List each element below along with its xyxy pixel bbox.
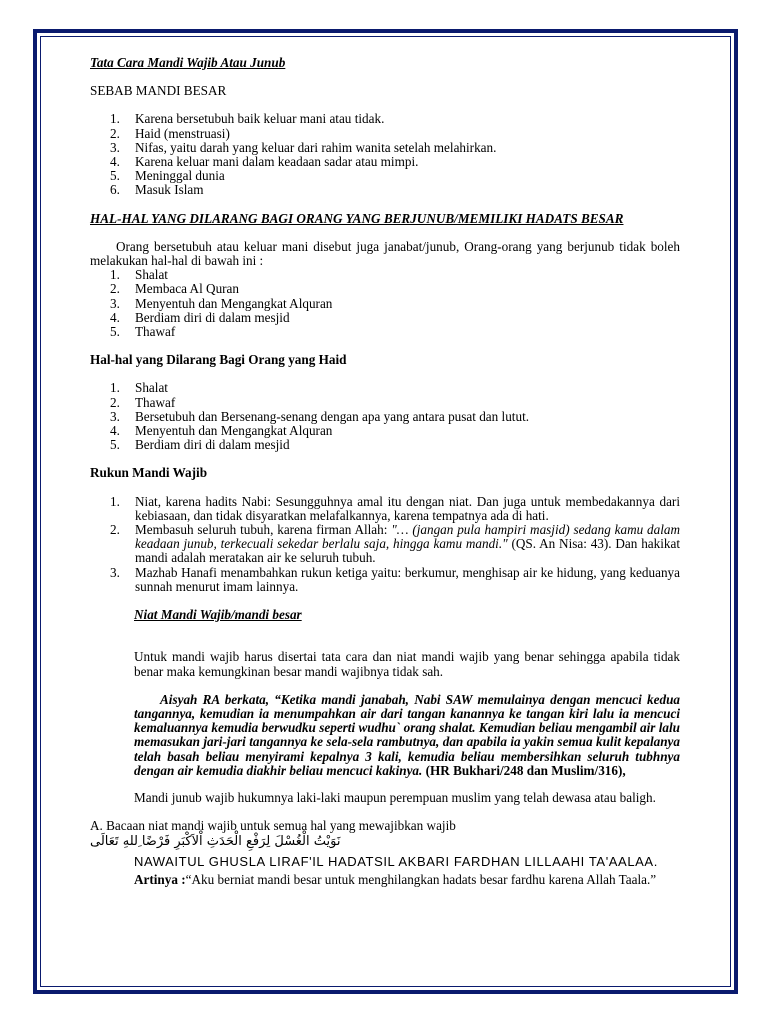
list-item: 4. Menyentuh dan Mengangkat Alquran — [110, 423, 333, 439]
list-item: 2. Membasuh seluruh tubuh, karena firman Allah: "… (jangan pula hampiri masjid) sedang kamu dalam keadaan junub, terkecuali sekedar berlalu saja, hingga kamu mandi." (QS. An Nisa: 43). Dan hakikat mandi adalah meratakan air ke seluruh tubuh. — [110, 522, 681, 566]
junub-intro: Orang bersetubuh atau keluar mani disebut juga janabat/junub, Orang-orang yang berjunub tidak boleh melakukan hal-hal di bawah ini : — [90, 238, 680, 269]
sebab-heading: SEBAB MANDI BESAR — [90, 83, 227, 99]
list-item: 2. Haid (menstruasi) — [110, 125, 230, 141]
artinya: Artinya :“Aku berniat mandi besar untuk menghilangkan hadats besar fardhu karena Allah Taala.” — [134, 871, 657, 887]
document-page — [90, 56, 680, 900]
arabic-niat: نَوَيْتُ الْغُسْلَ لِرَفْعِ الْحَدَثِ اْلاَكْبَرِ فَرْضًا ِللهِ تَعَالَى — [90, 833, 341, 849]
list-item: 3. Mazhab Hanafi menambahkan rukun ketiga yaitu: berkumur, menghisap air ke hidung, yang keduanya sunnah menurut imam lainnya. — [110, 564, 680, 594]
list-item: 1. Shalat — [110, 267, 168, 283]
list-item: 3. Nifas, yaitu darah yang keluar dari rahim wanita setelah melahirkan. — [110, 139, 497, 155]
document-title: Tata Cara Mandi Wajib Atau Junub — [90, 55, 286, 70]
list-item: 1. Karena bersetubuh baik keluar mani atau tidak. — [110, 111, 385, 127]
hadith-reference: (HR Bukhari/248 dan Muslim/316), — [422, 762, 626, 778]
haid-list — [90, 381, 680, 452]
transliteration: NAWAITUL GHUSLA LIRAF'IL HADATSIL AKBARI FARDHAN LILLAAHI TA'AALAA. — [134, 853, 658, 869]
haid-heading: Hal-hal yang Dilarang Bagi Orang yang Haid — [90, 352, 347, 368]
list-item: 6. Masuk Islam — [110, 182, 204, 198]
list-item: 1. Niat, karena hadits Nabi: Sesungguhnya amal itu dengan niat. Dan juga untuk membedakannya dari kebiasaan, dan tidak disyaratkan melafalkannya, karena tempatnya ada di hati. — [110, 493, 680, 523]
aisyah-hadith: Aisyah RA berkata, “Ketika mandi janabah, Nabi SAW memulainya dengan mencuci kedua tangannya, kemudian ia menumpahkan air dari tangan kanannya ke tangan kiri lalu ia mencuci kemaluannya kemudia berwudku seperti wudhu` orang shalat. Kemudian beliau mengambil air lalu memasukan jari-jari tangannya ke sela-sela rambutnya, dan apabila ia yakin semua kulit kepalanya telah basah beliau menyirami kepalnya 3 kali, kemudia beliau membersihkan seluruh tubhnya dengan air kemudia diakhir beliau mencuci kakinya. (HR Bukhari/248 dan Muslim/316), — [134, 691, 680, 778]
niat-paragraph: Untuk mandi wajib harus disertai tata cara dan niat mandi wajib yang benar sehingga apabila tidak benar maka kemungkinan besar mandi wajibnya tidak sah. — [134, 649, 680, 679]
junub-hukum: Mandi junub wajib hukumnya laki-laki maupun perempuan muslim yang telah dewasa atau baligh. — [134, 790, 656, 806]
list-item: 5. Berdiam diri di dalam mesjid — [110, 437, 290, 453]
sebab-list — [90, 112, 680, 197]
list-item: 1. Shalat — [110, 380, 168, 396]
junub-heading: HAL-HAL YANG DILARANG BAGI ORANG YANG BERJUNUB/MEMILIKI HADATS BESAR — [90, 210, 624, 226]
list-item: 5. Meninggal dunia — [110, 168, 225, 184]
list-item: 2. Thawaf — [110, 394, 176, 410]
quran-quote: "… (jangan pula hampiri masjid) sedang kamu dalam keadaan junub, terkecuali sekedar berlalu saja, hingga kamu mandi." — [135, 522, 680, 552]
bacaan-heading: A. Bacaan niat mandi wajib untuk semua hal yang mewajibkan wajib — [90, 818, 456, 834]
rukun-heading: Rukun Mandi Wajib — [90, 465, 208, 481]
list-item: 5. Thawaf — [110, 324, 176, 340]
list-item: 3. Bersetubuh dan Bersenang-senang dengan apa yang antara pusat dan lutut. — [110, 408, 530, 424]
niat-heading: Niat Mandi Wajib/mandi besar — [134, 607, 302, 623]
list-item: 4. Karena keluar mani dalam keadaan sadar atau mimpi. — [110, 154, 419, 170]
list-item: 2. Membaca Al Quran — [110, 281, 239, 297]
list-item: 4. Berdiam diri di dalam mesjid — [110, 309, 290, 325]
rukun-list — [90, 495, 680, 594]
junub-list — [90, 268, 680, 339]
list-item: 3. Menyentuh dan Mengangkat Alquran — [110, 295, 333, 311]
